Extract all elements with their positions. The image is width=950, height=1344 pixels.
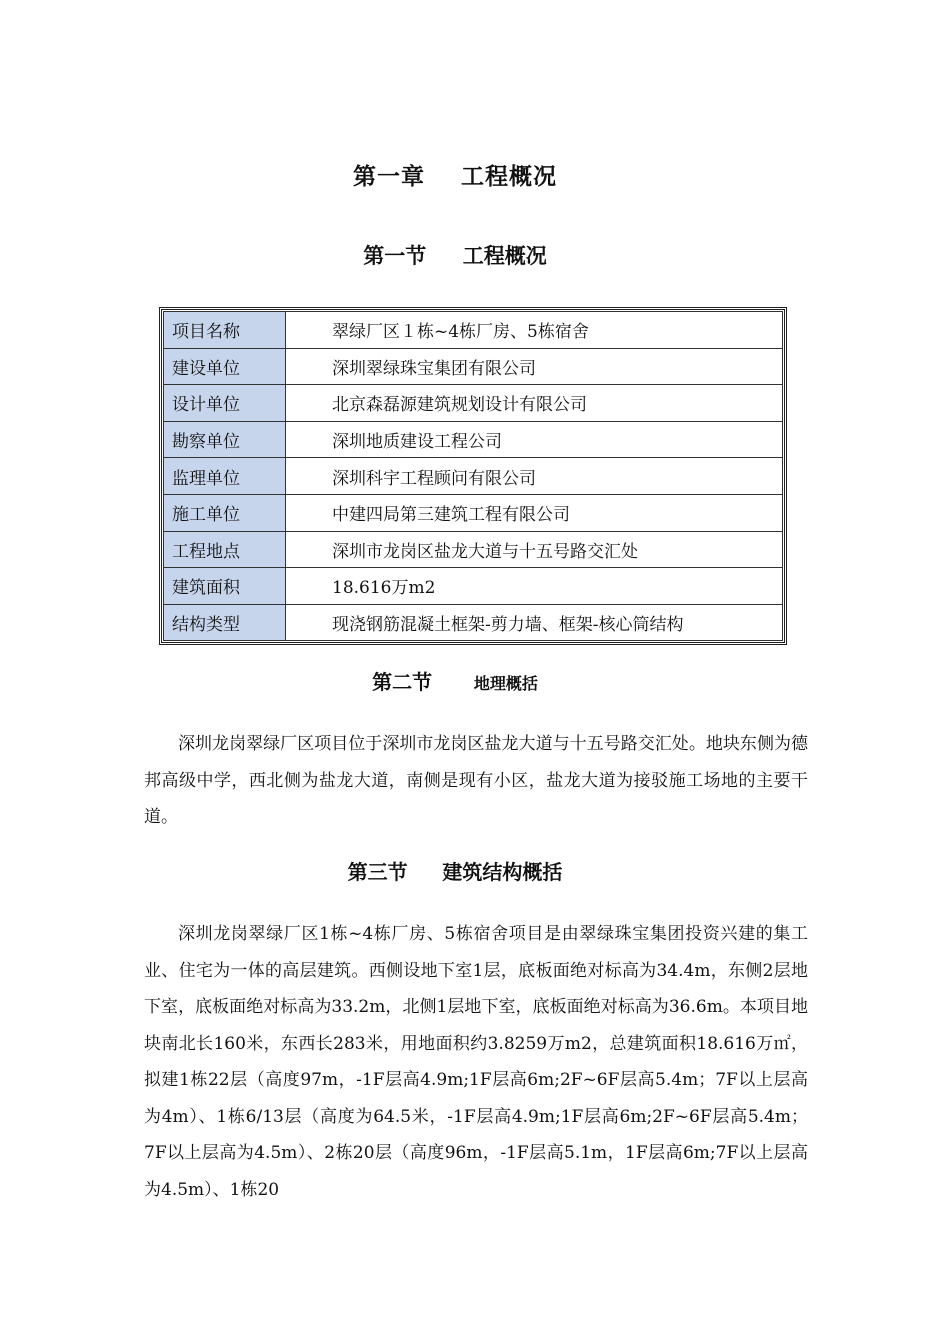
table-row	[164, 494, 783, 531]
section2-title-main: 第二节	[372, 670, 433, 694]
row-value: 北京森磊源建筑规划设计有限公司	[286, 385, 783, 422]
table-row	[164, 421, 783, 458]
section3-title: 第三节 建筑结构概括	[347, 860, 563, 884]
chapter-title: 第一章 工程概况	[352, 164, 558, 190]
section1-title: 第一节 工程概况	[363, 244, 547, 268]
table-row	[164, 568, 783, 605]
project-info-table	[159, 307, 787, 645]
row-label: 项目名称	[164, 312, 286, 349]
row-value: 现浇钢筋混凝土框架-剪力墙、框架-核心筒结构	[286, 604, 783, 641]
section2-title	[0, 666, 910, 695]
row-label: 工程地点	[164, 531, 286, 568]
row-value: 翠绿厂区１栋~4栋厂房、5栋宿舍	[286, 312, 783, 349]
row-value: 深圳地质建设工程公司	[286, 421, 783, 458]
geography-paragraph: 深圳龙岗翠绿厂区项目位于深圳市龙岗区盐龙大道与十五号路交汇处。地块东侧为德邦高级中学，西北侧为盐龙大道，南侧是现有小区，盐龙大道为接驳施工场地的主要干道。	[144, 734, 808, 827]
table-row	[164, 531, 783, 568]
section2-title-sub: 地理概括	[473, 674, 538, 693]
row-label: 施工单位	[164, 494, 286, 531]
table-row	[164, 385, 783, 422]
row-label: 建设单位	[164, 348, 286, 385]
table-row	[164, 348, 783, 385]
table-row	[164, 312, 783, 349]
row-label: 建筑面积	[164, 568, 286, 605]
project-info-table-body	[163, 311, 783, 641]
structure-paragraph: 深圳龙岗翠绿厂区1栋~4栋厂房、5栋宿舍项目是由翠绿珠宝集团投资兴建的集工业、住宅为一体的高层建筑。西侧设地下室1层，底板面绝对标高为34.4m，东侧2层地下室，底板面绝对标高为33.2m，北侧1层地下室，底板面绝对标高为36.6m。本项目地块南北长160米，东西长283米，用地面积约3.8259万m2，总建筑面积18.616万㎡，拟建1栋22层（高度97m，-1F层高4.9m;1F层高6m;2F~6F层高5.4m；7F以上层高为4m）、1栋6/13层（高度为64.5米，-1F层高4.9m;1F层高6m;2F~6F层高5.4m；7F以上层高为4.5m）、2栋20层（高度96m，-1F层高5.1m，1F层高6m;7F以上层高为4.5m）、1栋20	[144, 924, 808, 1200]
row-label: 结构类型	[164, 604, 286, 641]
table-row	[164, 604, 783, 641]
row-label: 设计单位	[164, 385, 286, 422]
row-value: 中建四局第三建筑工程有限公司	[286, 494, 783, 531]
row-label: 勘察单位	[164, 421, 286, 458]
table-row	[164, 458, 783, 495]
row-label: 监理单位	[164, 458, 286, 495]
row-value: 深圳市龙岗区盐龙大道与十五号路交汇处	[286, 531, 783, 568]
row-value: 18.616万m2	[286, 568, 783, 605]
row-value: 深圳翠绿珠宝集团有限公司	[286, 348, 783, 385]
row-value: 深圳科宇工程顾问有限公司	[286, 458, 783, 495]
